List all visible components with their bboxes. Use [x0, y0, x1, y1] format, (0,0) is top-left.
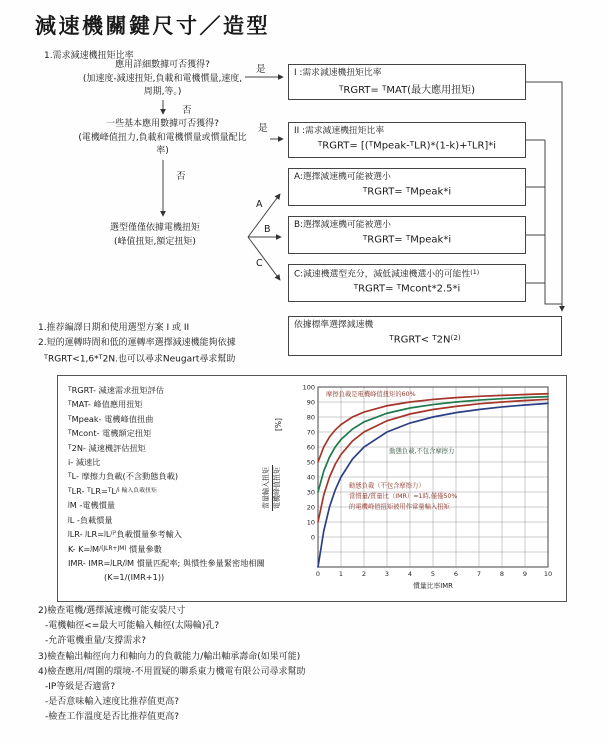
question-line: (加速度-減速扭矩,負載和電機慣量,速度,: [82, 73, 243, 84]
svg-text:3: 3: [384, 570, 390, 578]
svg-text:慣量比率IMR: 慣量比率IMR: [413, 582, 453, 590]
question-line: 一些基本應用數據可否獲得?: [106, 119, 219, 129]
bnote-item: 4)檢查應用/周圍的環境-不用置疑的聯系東力機電有限公司尋求幫助: [38, 666, 306, 677]
legend-line-item: $^T$Mpeak- 電機峰值扭曲: [68, 414, 154, 425]
legend-line-item: K- $K=^JM^{/(JLR+JM)}$ 慣量參數: [68, 543, 162, 554]
flow-question-2: [40, 118, 285, 159]
branch-a-label: A: [256, 199, 263, 210]
svg-text:90: 90: [306, 398, 315, 407]
box-title: II :需求減速機扭矩比率: [294, 126, 385, 136]
no-label-2: 否: [176, 171, 186, 182]
bnote-item: -允許電機重量/支撐需求?: [45, 636, 147, 647]
y-axis-label: [262, 429, 282, 547]
y-axis-label-numerator: 當量輸入扭矩: [262, 465, 273, 511]
note-line-item: 1.推荐編譯日期和使用選型方案 I 或 II: [38, 323, 190, 333]
flow-box-II: [288, 122, 526, 158]
section-heading: 1.需求減速機扭矩比率: [44, 51, 134, 61]
box-formula: $^T$RGRT= $^T$Mpeak*i: [362, 233, 452, 246]
selection-notes: [38, 321, 294, 367]
bnote-item: 2)檢查電機/選擇減速機可能安裝尺寸: [38, 606, 186, 616]
svg-text:的電機峰值扭矩被用作當量輸入扭矩: 的電機峰值扭矩被用作當量輸入扭矩: [349, 503, 450, 511]
flow-question-1: [45, 59, 280, 100]
svg-text:0: 0: [310, 533, 315, 542]
legend-line-item: $^J$LR- $^JLR=^JL^{/i^2}$負載慣量參考輸入: [68, 529, 182, 540]
no-label-1: 否: [182, 105, 192, 116]
question-line: 周期,等。): [143, 87, 182, 97]
yes-label-1: 是: [256, 64, 266, 75]
svg-text:50: 50: [306, 458, 315, 467]
legend-line-item: $^J$L -負載慣量: [68, 514, 113, 525]
svg-text:70: 70: [306, 428, 315, 437]
question-line: (峰值扭矩,額定扭矩): [114, 236, 196, 247]
svg-text:9: 9: [522, 570, 528, 578]
legend-line-item: $^T$L- 摩擦力負載(不含動態負載): [68, 471, 179, 482]
svg-text:10: 10: [306, 518, 315, 527]
svg-text:20: 20: [306, 503, 315, 512]
box-title: I :需求減速機扭矩比率: [294, 68, 382, 78]
note-line-item: 2.短的運轉時間和低的運轉率選擇減速機能夠依據: [38, 337, 236, 348]
box-title: B:選擇減速機可能被選小: [294, 220, 391, 230]
legend-line-item: $^T$2N- 減速機評估扭矩: [68, 442, 146, 453]
svg-text:60: 60: [306, 443, 315, 452]
box-title: A:選擇減速機可能被選小: [294, 172, 391, 182]
flow-box-I: [288, 64, 526, 100]
box-title: C:減速機選型充分，減低減速機選小的可能性$^{(1)}$: [294, 269, 480, 280]
branch-b-label: B: [264, 224, 271, 235]
svg-text:1: 1: [338, 570, 344, 578]
bnote-item: -檢查工作溫度是否比推荐值更高?: [45, 712, 180, 723]
svg-text:動態負載（不包含摩擦力）: 動態負載（不包含摩擦力）: [349, 482, 425, 490]
svg-text:30: 30: [306, 488, 315, 497]
legend-line-item: IMR- IMR=$^J$LR/$^J$M 慣量匹配率; 與慣性參量緊密地相關: [68, 558, 265, 569]
flow-box-final: [288, 316, 562, 356]
svg-text:40: 40: [306, 473, 315, 482]
flow-box-A: [288, 168, 526, 206]
box-formula: $^T$RGRT= $^T$Mcont*2.5*i: [353, 282, 461, 296]
bnote-item: -是否意味輸入速度比推荐值更高?: [45, 697, 180, 708]
svg-text:當慣量/質量比（IMR）=1時,僅僅50%: 當慣量/質量比（IMR）=1時,僅僅50%: [349, 493, 458, 500]
svg-text:10: 10: [543, 570, 553, 578]
svg-text:5: 5: [430, 570, 436, 578]
svg-text:0: 0: [315, 570, 321, 578]
flow-box-C: [288, 264, 526, 302]
flow-box-B: [288, 216, 526, 254]
svg-text:8: 8: [499, 570, 505, 578]
symbol-legend-list: [68, 383, 265, 585]
svg-text:動態負載,不包含摩擦力: 動態負載,不包含摩擦力: [389, 448, 455, 455]
question-line: 率): [156, 146, 169, 156]
box-title: 依據標準選擇減速機: [294, 320, 374, 330]
svg-text:摩擦負載是電機峰值扭矩的60%: 摩擦負載是電機峰值扭矩的60%: [326, 391, 416, 398]
svg-text:100: 100: [302, 383, 315, 392]
y-axis-label-denominator: 電機峰值扭矩: [272, 467, 281, 509]
box-formula: $^T$RGRT= $^T$MAT(最大應用扭矩): [339, 83, 475, 96]
note-line-item: $^T$RGRT<1,6*$^T$2N.也可以尋求Neugart尋求幫助: [44, 353, 236, 365]
box-formula: $^T$RGRT< $^T2N^{(2)}$: [389, 333, 461, 346]
imr-torque-chart: [296, 381, 558, 599]
question-line: 選型僅僅依據電機扭矩: [109, 223, 200, 233]
yes-label-2: 是: [258, 123, 268, 134]
svg-text:7: 7: [476, 570, 482, 578]
legend-line-item: $^T$LR- $^TLR=^TL^{/i 輸入負載扭矩}$: [68, 486, 157, 497]
legend-line-item: $^J$M -電機慣量: [68, 500, 116, 511]
svg-text:6: 6: [453, 570, 459, 578]
svg-text:80: 80: [306, 413, 315, 422]
bnote-item: -電機軸徑<=最大可能輸入軸徑(太陽輪)孔?: [45, 621, 220, 632]
svg-text:2: 2: [361, 570, 367, 578]
svg-text:4: 4: [407, 570, 413, 578]
question-line: 應用詳細數據可否獲得?: [115, 60, 210, 70]
branch-c-label: C: [256, 258, 263, 269]
bnote-item: 3)檢查輸出軸徑向力和軸向力的負載能力/輸出軸承壽命(如果可能): [38, 651, 301, 662]
box-formula: $^T$RGRT= [($^T$Mpeak-$^T$LR)*(1-k)+$^T$LR]*i: [317, 139, 497, 152]
legend-line-item: $^T$Mcont- 電機額定扭矩: [68, 428, 152, 439]
y-axis-unit-label: [%]: [273, 418, 283, 431]
legend-line-item: $^T$RGRT- 減速需求扭矩評估: [68, 385, 165, 396]
check-list-notes: [38, 604, 306, 726]
box-formula: $^T$RGRT= $^T$Mpeak*i: [362, 185, 452, 198]
page-title: 減速機關鍵尺寸／造型: [35, 14, 270, 38]
flow-question-3: [60, 222, 250, 249]
legend-line-item: $^T$MAT- 峰值應用扭矩: [68, 399, 143, 410]
imr-torque-chart-svg: [296, 381, 558, 595]
question-line: (電機峰值扭力,負載和電機慣量或慣量配比: [78, 132, 247, 143]
legend-line-item: i- 減速比: [68, 457, 101, 468]
legend-line-item: (K=1/(IMR+1)): [104, 572, 165, 583]
bnote-item: -IP等級是否適當?: [45, 682, 116, 693]
